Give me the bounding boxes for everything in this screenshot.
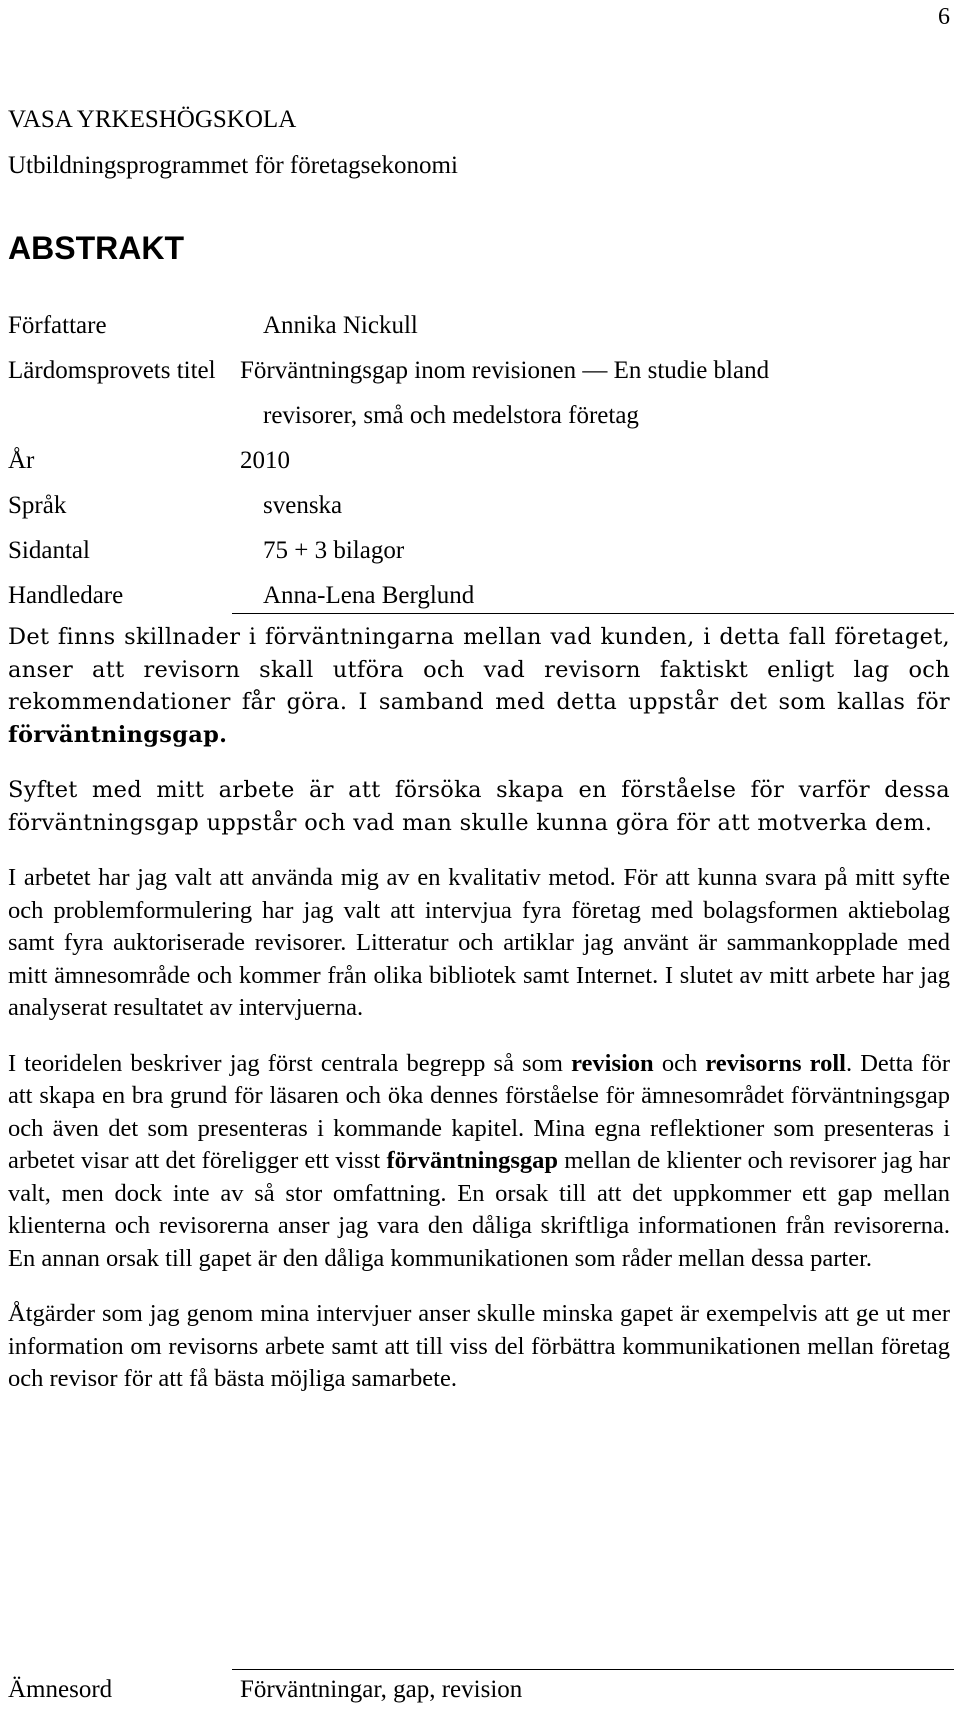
- author-value: Annika Nickull: [263, 312, 418, 339]
- paragraph-1-bold: förväntningsgap.: [8, 721, 228, 748]
- meta-row-pages: [8, 528, 948, 573]
- keywords-row: [8, 1674, 948, 1706]
- paragraph-3: I arbetet har jag valt att använda mig av en kvalitativ metod. För att kunna svara på mitt syfte och problemformulering har jag valt att intervjua fyra företag med bolagsformen aktiebolag samt fyra auktoriserade revisorer. Litteratur och artiklar jag använt är sammankopplade med mitt ämnesområde och kommer från olika bibliotek samt Internet. I slutet av mitt arbete har jag analyserat resultatet av intervjuerna.: [8, 864, 950, 1021]
- keywords-value: Förväntningar, gap, revision: [240, 1676, 523, 1703]
- divider-top: [232, 613, 954, 614]
- term-forvantningsgap: förväntningsgap: [386, 1147, 558, 1174]
- term-revision: revision: [571, 1049, 654, 1077]
- paragraph-1-text: Det finns skillnader i förväntningarna mellan vad kunden, i detta fall företaget, anser att revisorn skall utföra och vad revisorn faktiskt enligt lag och rekommendationer får göra. I samband med detta uppstår det som kallas för: [8, 624, 950, 715]
- paragraph-5: Åtgärder som jag genom mina intervjuer anser skulle minska gapet är exempelvis att ge ut mer information om revisorns arbete samt att till viss del förbättra kommunikationen mellan företag och revisor för att få bästa möjliga samarbete.: [8, 1300, 950, 1392]
- meta-row-title: [8, 348, 948, 393]
- title-value-line1: Förväntningsgap inom revisionen — En studie bland: [240, 357, 770, 384]
- language-label: Språk: [8, 492, 67, 519]
- meta-row-supervisor: [8, 573, 948, 618]
- pages-label: Sidantal: [8, 537, 90, 564]
- author-label: Författare: [8, 312, 107, 339]
- language-value: svenska: [263, 492, 343, 519]
- meta-row-year: [8, 438, 948, 483]
- school-name: VASA YRKESHÖGSKOLA: [8, 106, 297, 133]
- program-name: Utbildningsprogrammet för företagsekonomi: [8, 152, 458, 179]
- paragraph-1: [8, 621, 950, 751]
- term-revisorns-roll: revisorns roll: [705, 1049, 846, 1077]
- title-value-line2: revisorer, små och medelstora företag: [263, 402, 639, 429]
- supervisor-label: Handledare: [8, 582, 124, 609]
- supervisor-value: Anna-Lena Berglund: [263, 582, 475, 609]
- title-label: Lärdomsprovets titel: [8, 357, 216, 384]
- meta-row-title-cont: [8, 393, 948, 438]
- page-number: 6: [938, 4, 950, 30]
- paragraph-4: I teoridelen beskriver jag först centrala begrepp så som revision och revisorns roll. Detta för att skapa en bra grund för läsaren och öka dennes förståelse för ämnesområdet förväntningsgap och även det som presenteras i kommande kapitel. Mina egna reflektioner som presenteras i arbetet visar att det föreligger ett visst förväntningsgap mellan de klienter och revisorer jag har valt, men dock inte av så stor omfattning. En orsak till att det uppkommer ett gap mellan klienterna och revisorerna anser jag vara den dåliga skriftliga informationen från revisorerna. En annan orsak till gapet är den dåliga kommunikationen som råder mellan dessa parter.: [8, 1049, 951, 1272]
- meta-row-language: [8, 483, 948, 528]
- divider-bottom: [232, 1669, 954, 1670]
- abstract-heading: ABSTRAKT: [8, 230, 184, 266]
- keywords-label: Ämnesord: [8, 1676, 113, 1703]
- year-value: 2010: [240, 447, 290, 474]
- paragraph-2: Syftet med mitt arbete är att försöka skapa en förståelse för varför dessa förväntningsgap uppstår och vad man skulle kunna göra för att motverka dem.: [8, 777, 950, 836]
- metadata-table: [8, 303, 948, 618]
- abstract-body: [8, 621, 950, 1419]
- meta-row-author: [8, 303, 948, 348]
- year-label: År: [8, 447, 35, 474]
- pages-value: 75 + 3 bilagor: [263, 537, 405, 564]
